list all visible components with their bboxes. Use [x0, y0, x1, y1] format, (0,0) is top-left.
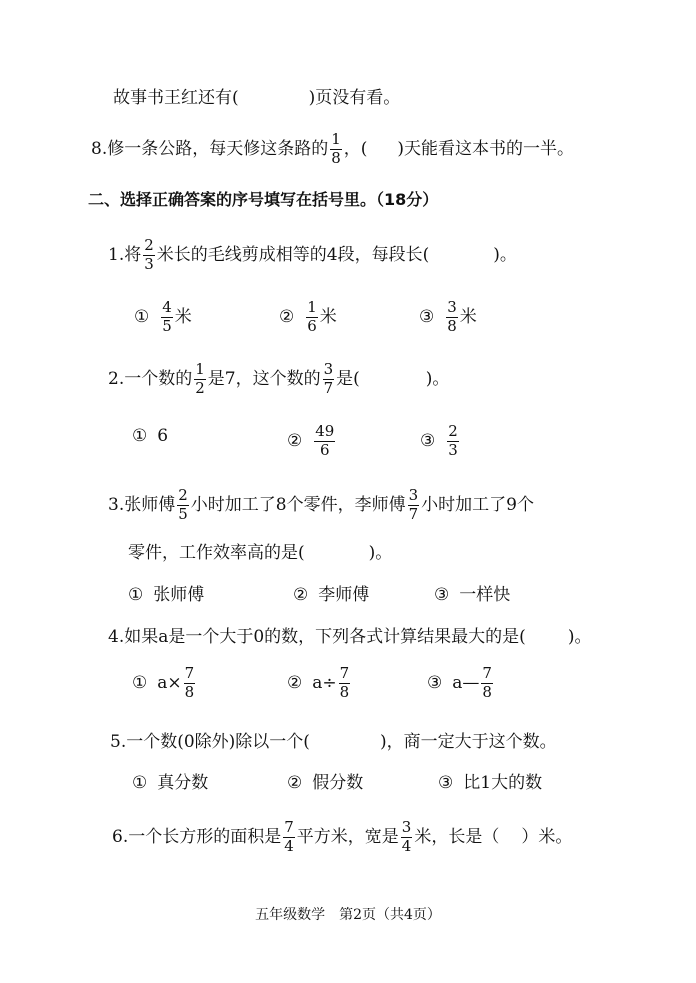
choice-question-3 — [108, 488, 534, 523]
numerator: 7 — [284, 818, 294, 836]
option-mark: ③ — [438, 773, 454, 793]
fraction — [314, 424, 335, 459]
denominator: 8 — [339, 682, 350, 701]
c6-text-mid: 平方米，宽是 — [296, 826, 399, 847]
fraction — [184, 666, 196, 701]
c6-text-mid2: 米，长是（ — [414, 826, 500, 847]
numerator: 3 — [408, 486, 419, 504]
denominator: 4 — [284, 836, 294, 855]
denominator: 6 — [307, 316, 317, 335]
c4-text: 4.如果a是一个大于0的数，下列各式计算结果最大的是( — [108, 627, 526, 647]
option-mark: ① — [134, 306, 150, 327]
section-title: 二、选择正确答案的序号填写在括号里。（18分） — [88, 190, 439, 209]
fraction — [283, 820, 295, 855]
c6-text-end: ）米。 — [521, 826, 573, 847]
numerator: 3 — [323, 360, 334, 378]
q7-text-end: )页没有看。 — [308, 88, 401, 108]
option-mark: ② — [287, 430, 303, 451]
option-mark: ③ — [419, 306, 435, 327]
option-3[interactable] — [420, 424, 461, 459]
choice-question-5 — [110, 734, 557, 751]
fraction — [323, 362, 335, 397]
denominator: 8 — [482, 682, 492, 701]
option-3[interactable] — [427, 666, 495, 701]
denominator: 8 — [184, 682, 195, 701]
option-mark: ② — [279, 306, 295, 327]
fraction — [401, 820, 413, 855]
option-unit: 米 — [459, 306, 477, 327]
option-mark: ② — [287, 773, 303, 793]
q8-text-mid: ，( — [343, 138, 368, 159]
numerator: 3 — [401, 818, 412, 836]
option-mark: ② — [287, 672, 303, 693]
c2-text: 2.一个数的 — [108, 368, 193, 389]
option-3[interactable] — [419, 300, 477, 335]
numerator: 2 — [448, 422, 458, 440]
choice-question-6 — [112, 820, 572, 855]
q7-continuation — [113, 90, 400, 107]
choice-question-2 — [108, 362, 449, 397]
denominator: 6 — [320, 440, 330, 459]
numerator: 1 — [331, 130, 341, 148]
denominator: 7 — [408, 504, 419, 523]
option-expression: a× — [157, 672, 182, 693]
option-expression: a÷ — [312, 672, 337, 693]
numerator: 4 — [162, 298, 172, 316]
option-2[interactable] — [287, 775, 363, 792]
denominator: 3 — [448, 440, 458, 459]
fraction — [143, 238, 155, 273]
fraction — [306, 300, 318, 335]
denominator: 8 — [331, 148, 341, 167]
denominator: 2 — [195, 378, 205, 397]
c5-text-end: )，商一定大于这个数。 — [379, 732, 557, 752]
option-1[interactable] — [132, 666, 197, 701]
option-3[interactable] — [434, 587, 510, 604]
c2-text-end: )。 — [425, 368, 450, 389]
option-2[interactable] — [287, 666, 352, 701]
c3-text-line2: 零件，工作效率高的是( — [128, 543, 305, 563]
option-mark: ① — [128, 585, 144, 605]
choice-question-4 — [108, 629, 591, 646]
numerator: 7 — [482, 664, 492, 682]
c2-text-mid: 是7，这个数的 — [207, 368, 321, 389]
option-text: 张师傅 — [153, 585, 205, 605]
c3-text-line2-end: )。 — [368, 543, 393, 563]
option-2[interactable] — [287, 424, 337, 459]
option-1[interactable] — [132, 428, 168, 445]
numerator: 1 — [307, 298, 317, 316]
denominator: 8 — [447, 316, 457, 335]
option-mark: ① — [132, 426, 148, 446]
option-3[interactable] — [438, 775, 542, 792]
option-text: 比1大的数 — [463, 773, 543, 793]
numerator: 7 — [184, 664, 195, 682]
option-2[interactable] — [293, 587, 369, 604]
denominator: 5 — [178, 504, 188, 523]
c3-text-mid: 小时加工了8个零件，李师傅 — [190, 494, 406, 515]
c1-text-mid: 米长的毛线剪成相等的4段，每段长( — [156, 244, 430, 265]
c2-text-mid2: 是( — [336, 368, 360, 389]
c1-text-end: )。 — [493, 244, 517, 265]
fraction — [330, 132, 342, 167]
denominator: 4 — [401, 836, 412, 855]
numerator: 49 — [315, 422, 335, 440]
c5-text: 5.一个数(0除外)除以一个( — [110, 732, 310, 752]
denominator: 5 — [162, 316, 172, 335]
option-mark: ① — [132, 773, 148, 793]
option-unit: 米 — [319, 306, 337, 327]
c3-text-end: 小时加工了9个 — [421, 494, 534, 515]
option-1[interactable] — [132, 775, 208, 792]
choice-question-3-line2 — [128, 545, 392, 562]
option-text: 李师傅 — [318, 585, 370, 605]
fraction — [408, 488, 420, 523]
option-text: 一样快 — [459, 585, 511, 605]
option-mark: ③ — [427, 672, 443, 693]
numerator: 2 — [144, 236, 154, 254]
c4-text-end: )。 — [567, 627, 592, 647]
option-unit: 米 — [174, 306, 192, 327]
option-2[interactable] — [279, 300, 337, 335]
q8-text-end: )天能看这本书的一半。 — [397, 138, 575, 159]
q7-text: 故事书王红还有( — [113, 88, 239, 108]
denominator: 7 — [323, 378, 334, 397]
c3-text: 3.张师傅 — [108, 494, 176, 515]
fraction — [481, 666, 493, 701]
question-8 — [91, 132, 574, 167]
option-mark: ② — [293, 585, 309, 605]
option-text: 真分数 — [157, 773, 209, 793]
option-text: 假分数 — [312, 773, 364, 793]
numerator: 7 — [339, 664, 350, 682]
fraction — [177, 488, 189, 523]
option-text: 6 — [157, 426, 169, 446]
fraction — [161, 300, 173, 335]
c6-text: 6.一个长方形的面积是 — [112, 826, 282, 847]
option-mark: ③ — [420, 430, 436, 451]
choice-question-1 — [108, 238, 517, 273]
option-1[interactable] — [128, 587, 204, 604]
fraction — [194, 362, 206, 397]
option-expression: a— — [452, 672, 480, 693]
fraction — [339, 666, 351, 701]
q8-text: 8.修一条公路，每天修这条路的 — [91, 138, 329, 159]
option-mark: ① — [132, 672, 148, 693]
numerator: 3 — [447, 298, 457, 316]
fraction — [447, 424, 459, 459]
numerator: 2 — [178, 486, 188, 504]
numerator: 1 — [195, 360, 205, 378]
c1-text: 1.将 — [108, 244, 142, 265]
fraction — [446, 300, 458, 335]
option-mark: ③ — [434, 585, 450, 605]
denominator: 3 — [144, 254, 154, 273]
page-footer: 五年级数学 第2页（共4页） — [255, 907, 441, 923]
option-1[interactable] — [134, 300, 192, 335]
